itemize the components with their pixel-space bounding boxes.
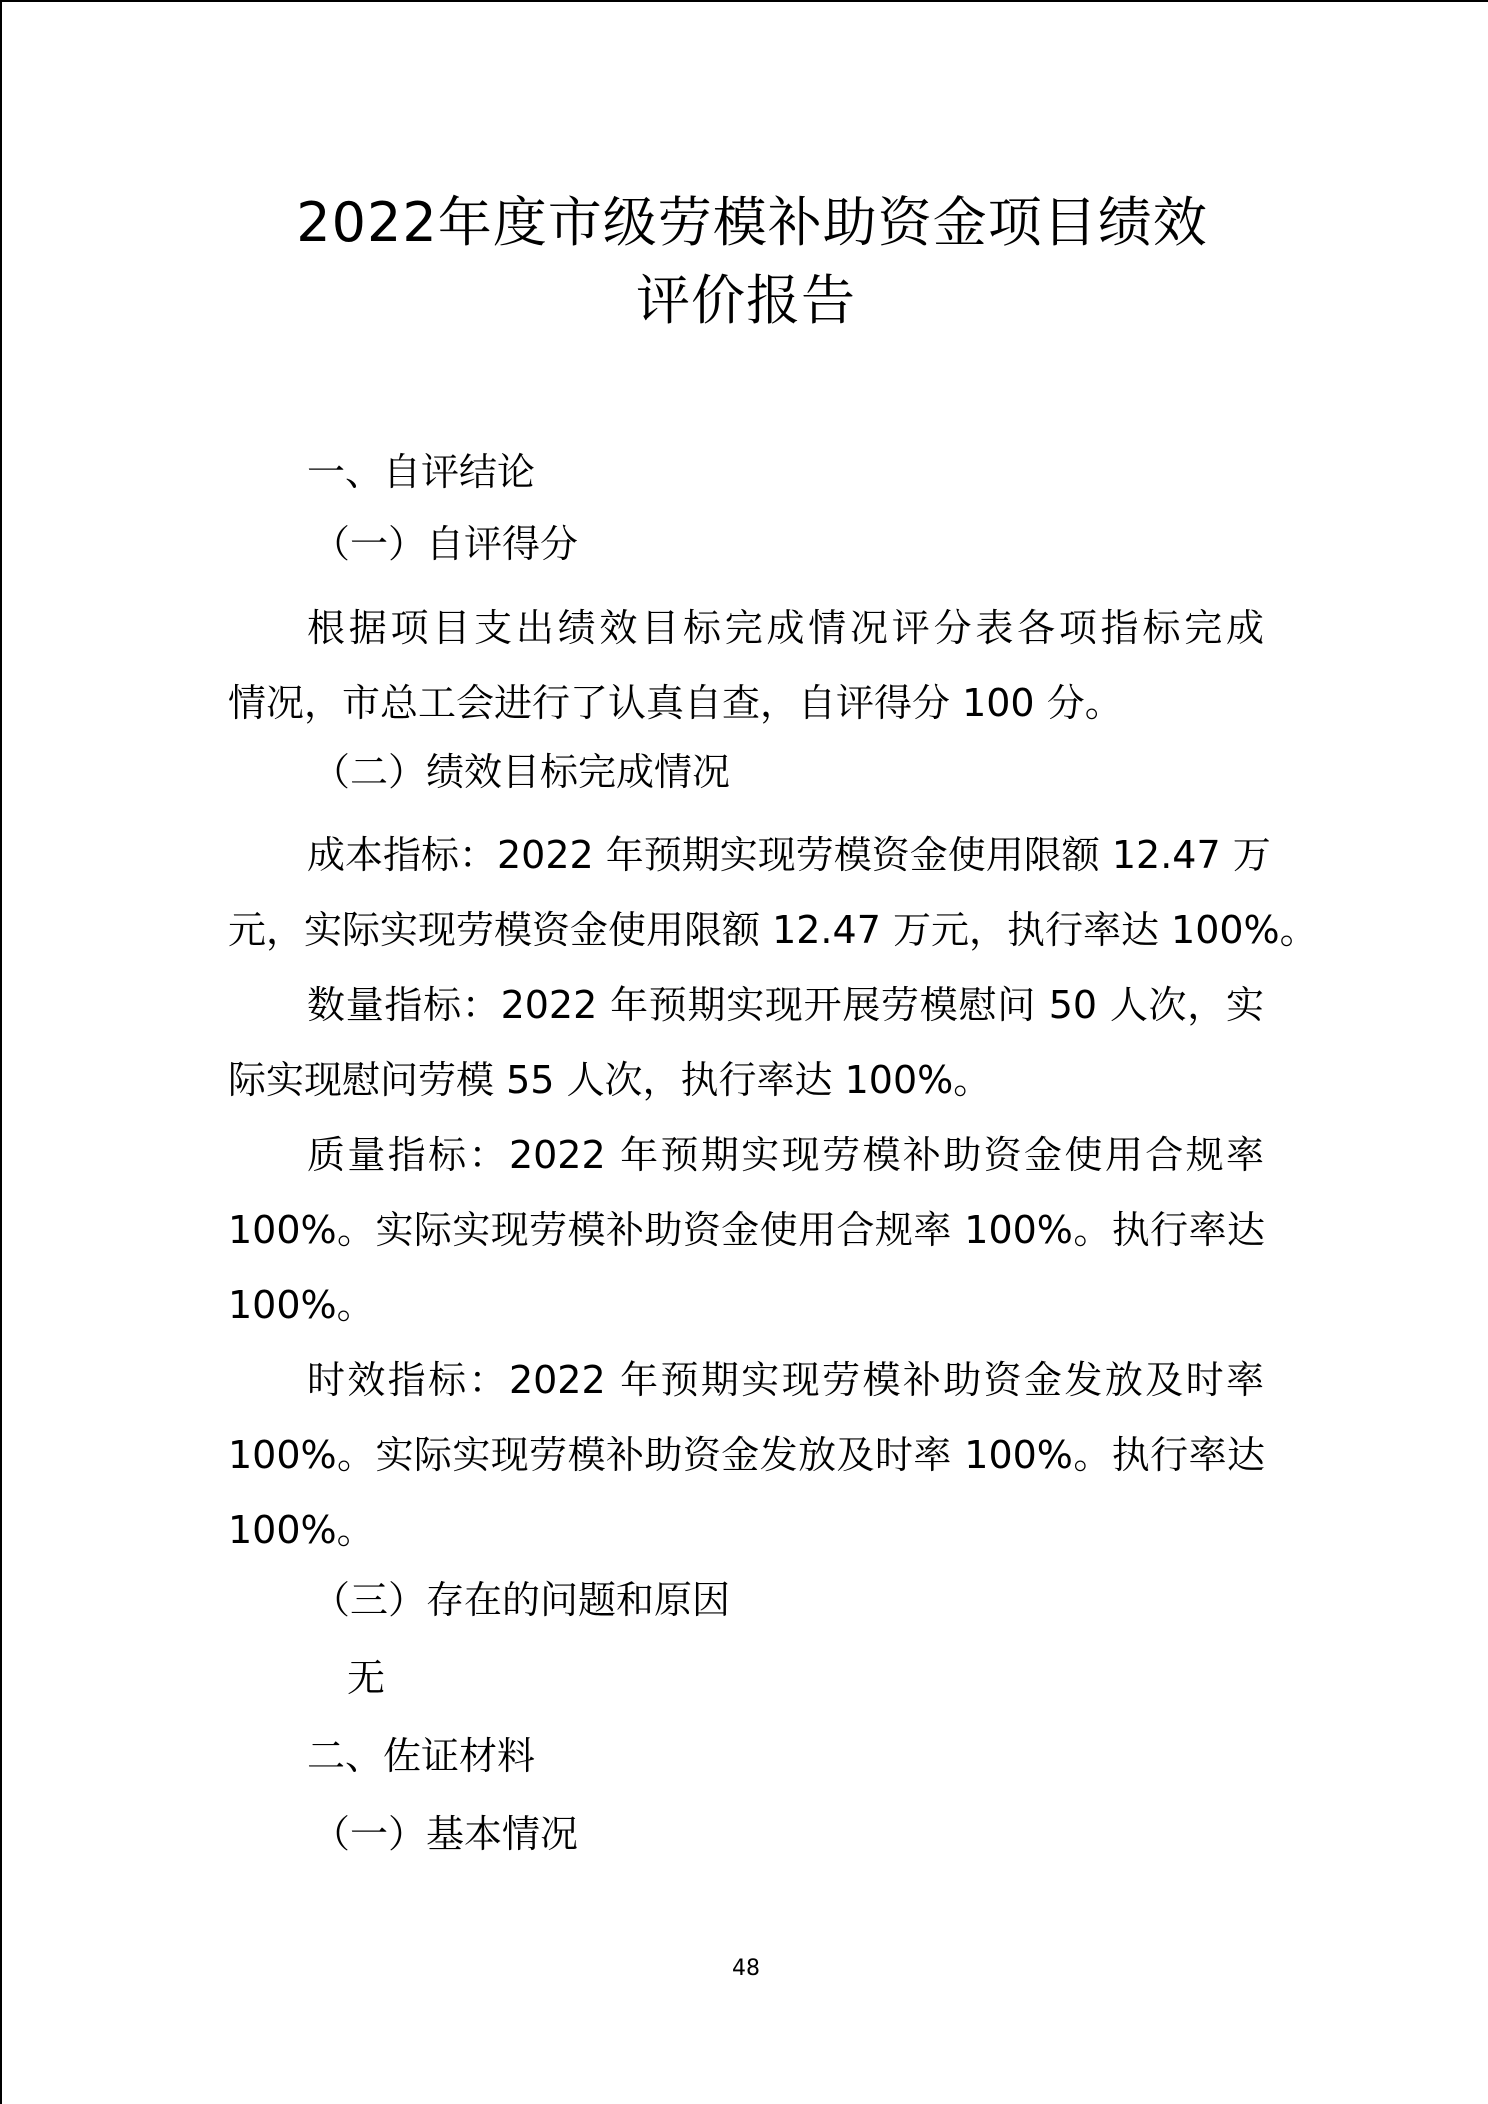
paragraph-line: 际实现慰问劳模 55 人次，执行率达 100%。 (228, 1058, 992, 1102)
paragraph-line: 根据项目支出绩效目标完成情况评分表各项指标完成 (307, 606, 1264, 650)
paragraph-line: 100%。 (228, 1283, 375, 1327)
paragraph-line: 时效指标：2022 年预期实现劳模补助资金发放及时率 (307, 1358, 1264, 1402)
paragraph-line: 质量指标：2022 年预期实现劳模补助资金使用合规率 (307, 1133, 1264, 1177)
document-title-line-2: 评价报告 (636, 269, 856, 332)
subsection-heading-1-3: （三）存在的问题和原因 (312, 1578, 731, 1622)
subsection-heading-1-2: （二）绩效目标完成情况 (312, 750, 731, 794)
section-heading-1: 一、自评结论 (307, 450, 536, 494)
paragraph-line: 元，实际实现劳模资金使用限额 12.47 万元，执行率达 100%。 (228, 908, 1318, 952)
paragraph-line: 无 (347, 1656, 386, 1700)
paragraph-line: 100%。 (228, 1508, 375, 1552)
section-heading-2: 二、佐证材料 (307, 1734, 536, 1778)
paragraph-line: 100%。实际实现劳模补助资金使用合规率 100%。执行率达 (228, 1208, 1265, 1252)
subsection-heading-2-1: （一）基本情况 (312, 1812, 579, 1856)
paragraph-line: 情况，市总工会进行了认真自查，自评得分 100 分。 (228, 681, 1123, 725)
paragraph-line: 成本指标：2022 年预期实现劳模资金使用限额 12.47 万 (307, 833, 1271, 877)
page-number: 48 (732, 1956, 760, 1981)
subsection-heading-1-1: （一）自评得分 (312, 522, 579, 566)
paragraph-line: 100%。实际实现劳模补助资金发放及时率 100%。执行率达 (228, 1433, 1265, 1477)
paragraph-line: 数量指标：2022 年预期实现开展劳模慰问 50 人次，实 (307, 983, 1264, 1027)
document-title-line-1: 2022年度市级劳模补助资金项目绩效 (296, 191, 1208, 254)
